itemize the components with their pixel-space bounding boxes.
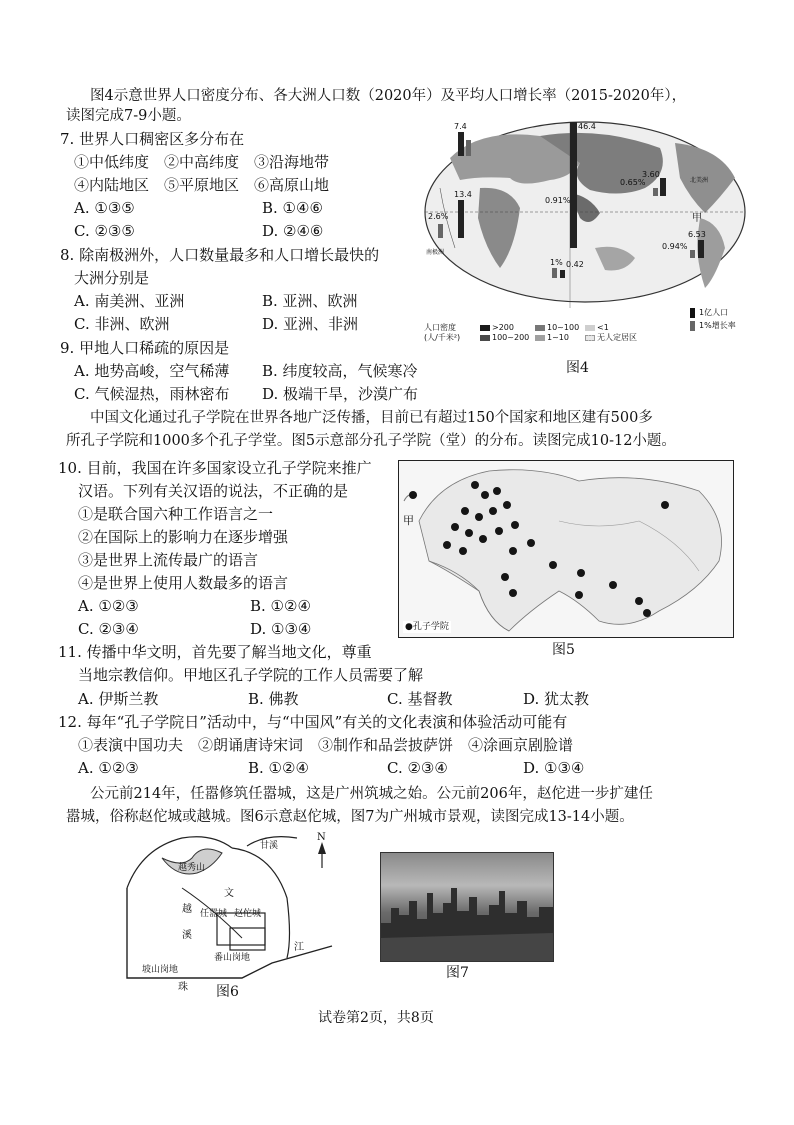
question-12-option-d: D. ①③④ — [523, 759, 585, 777]
question-10-stem-line1: 10. 目前，我国在许多国家设立孔子学院来推广 — [58, 459, 372, 477]
bar-europe-population — [458, 132, 464, 156]
bar-north-america-growth — [653, 188, 658, 196]
question-8-stem-line1: 8. 除南极洲外，人口数量最多和人口增长最快的 — [60, 246, 380, 264]
label-jia-location: 甲 — [692, 213, 702, 224]
question-10-item-1: ①是联合国六种工作语言之一 — [78, 505, 274, 523]
legend-swatch-d3 — [535, 325, 545, 331]
legend-growth: 1%增长率 — [699, 321, 736, 330]
label-africa-134: 13.4 — [454, 190, 472, 199]
label-africa-26pct: 2.6% — [428, 212, 449, 221]
legend-swatch-d1 — [480, 325, 490, 331]
question-9-option-b: B. 纬度较高，气候寒冷 — [262, 362, 418, 380]
legend-swatch-d6 — [585, 335, 595, 341]
bar-asia-population — [570, 122, 577, 248]
institute-dot — [451, 523, 459, 531]
figure-7-caption: 图7 — [446, 965, 469, 981]
question-7-items-row1: ①中低纬度 ②中高纬度 ③沿海地带 — [74, 153, 330, 171]
intro-7-9-line1: 图4示意世界人口密度分布、各大洲人口数（2020年）及平均人口增长率（2015-2020年）， — [90, 88, 687, 104]
institute-dot — [635, 597, 643, 605]
label-sa-094pct: 0.94% — [662, 242, 688, 251]
question-11-stem-line2: 当地宗教信仰。甲地区孔子学院的工作人员需要了解 — [78, 666, 424, 684]
question-12-option-c: C. ②③④ — [387, 759, 448, 777]
figure-5-jia-label: 甲 — [403, 514, 414, 527]
institute-dot — [511, 521, 519, 529]
intro-13-14-line2: 嚣城，俗称赵佗城或越城。图6示意赵佗城，图7为广州城市景观，读图完成13-14小题。 — [66, 809, 634, 825]
question-10-item-3: ③是世界上流传最广的语言 — [78, 551, 259, 569]
question-11-stem-line1: 11. 传播中华文明，首先要了解当地文化，尊重 — [58, 643, 372, 661]
label-asia-091pct: 0.91% — [545, 196, 571, 205]
question-10-option-d: D. ①③④ — [250, 620, 312, 638]
question-7-items-row2: ④内陆地区 ⑤平原地区 ⑥高原山地 — [74, 176, 330, 194]
bar-africa-growth — [438, 224, 443, 238]
institute-dot — [575, 591, 583, 599]
question-10-option-b: B. ①②④ — [250, 597, 311, 615]
institute-dot — [479, 535, 487, 543]
label-na-065pct: 0.65% — [620, 178, 646, 187]
institute-dot — [577, 569, 585, 577]
institute-dot — [471, 481, 479, 489]
label-oceania-042: 0.42 — [566, 260, 584, 269]
institute-dot — [495, 527, 503, 535]
legend-swatch-d2 — [480, 335, 490, 341]
institute-dot — [475, 513, 483, 521]
question-9-option-c: C. 气候湿热，雨林密布 — [74, 385, 230, 403]
figure-5-map-graphic — [399, 461, 733, 637]
question-9-stem: 9. 甲地人口稀疏的原因是 — [60, 339, 230, 357]
question-11-option-b: B. 佛教 — [248, 690, 299, 708]
question-9-option-a: A. 地势高峻，空气稀薄 — [74, 362, 230, 380]
question-10-option-a: A. ①②③ — [78, 597, 139, 615]
question-7-stem: 7. 世界人口稠密区多分布在 — [60, 130, 245, 148]
question-11-option-a: A. 伊斯兰教 — [78, 690, 159, 708]
institute-dot — [549, 561, 557, 569]
label-ganxi: 甘溪 — [260, 841, 279, 851]
north-arrow-label: N — [317, 832, 326, 843]
label-yuexiushan: 越秀山 — [178, 863, 206, 873]
question-11-option-c: C. 基督教 — [387, 690, 453, 708]
intro-7-9-line2: 读图完成7-9小题。 — [66, 108, 191, 124]
institute-dot — [527, 539, 535, 547]
institute-dot — [609, 581, 617, 589]
bar-south-america-growth — [690, 250, 695, 258]
question-8-option-a: A. 南美洲、亚洲 — [74, 292, 185, 310]
institute-dot — [409, 491, 417, 499]
bar-oceania-growth — [552, 268, 557, 278]
legend-swatch-d5 — [585, 325, 595, 331]
figure-6-zhaotuo-city-map — [122, 828, 347, 1000]
label-jiang: 江 — [294, 942, 304, 953]
label-oceania-1pct: 1% — [550, 258, 563, 267]
question-9-option-d: D. 极端干旱，沙漠广布 — [262, 385, 419, 403]
question-8-stem-line2: 大洲分别是 — [74, 269, 150, 287]
bar-north-america-population — [660, 178, 666, 196]
label-na-360: 3.60 — [642, 170, 660, 179]
figure-5-legend: ●孔子学院 — [405, 622, 449, 632]
label-zhaotuocheng: 赵佗城 — [234, 909, 262, 919]
institute-dot — [481, 491, 489, 499]
question-10-item-4: ④是世界上使用人数最多的语言 — [78, 574, 289, 592]
question-8-option-d: D. 亚洲、非洲 — [262, 315, 359, 333]
label-renxiaocheng: 任嚣城 — [200, 909, 228, 919]
intro-10-12-line1: 中国文化通过孔子学院在世界各地广泛传播，目前已有超过150个国家和地区建有500多 — [90, 410, 653, 426]
figure-5-caption: 图5 — [552, 642, 575, 658]
label-zhu: 珠 — [178, 982, 188, 993]
label-north-america: 北美洲 — [690, 177, 709, 184]
label-antarctica: 南极洲 — [426, 249, 445, 256]
question-12-option-a: A. ①②③ — [78, 759, 139, 777]
label-sa-653: 6.53 — [688, 230, 706, 239]
figure-7-cityscape-photo — [380, 852, 554, 962]
label-europe-74: 7.4 — [454, 122, 467, 131]
legend-d2: 100~200 — [492, 333, 530, 342]
institute-dot — [489, 507, 497, 515]
label-xi: 溪 — [182, 930, 192, 941]
institute-dot — [643, 609, 651, 617]
institute-dot — [459, 547, 467, 555]
question-10-item-2: ②在国际上的影响力在逐步增强 — [78, 528, 289, 546]
institute-dot — [661, 501, 669, 509]
bar-south-america-population — [698, 240, 704, 258]
label-wen: 文 — [224, 888, 234, 899]
question-12-option-b: B. ①②④ — [248, 759, 309, 777]
question-7-option-c: C. ②③⑤ — [74, 222, 135, 240]
question-10-option-c: C. ②③④ — [78, 620, 139, 638]
institute-dot — [443, 541, 451, 549]
legend-density-unit: (人/千米²) — [424, 333, 461, 342]
figure-5-confucius-institute-map — [398, 460, 734, 638]
label-poshangangdi: 坡山岗地 — [142, 965, 179, 975]
legend-swatch-pop — [690, 308, 695, 318]
legend-d5: <1 — [597, 323, 609, 332]
institute-dot — [503, 501, 511, 509]
legend-d1: >200 — [492, 323, 514, 332]
figure-6-caption: 图6 — [216, 984, 239, 1000]
question-12-stem: 12. 每年“孔子学院日”活动中，与“中国风”有关的文化表演和体验活动可能有 — [58, 713, 568, 731]
legend-d3: 10~100 — [547, 323, 580, 332]
question-8-option-b: B. 亚洲、欧洲 — [262, 292, 358, 310]
institute-dot — [465, 529, 473, 537]
figure-7-skyline — [381, 853, 553, 961]
question-10-stem-line2: 汉语。下列有关汉语的说法，不正确的是 — [78, 482, 349, 500]
legend-d4: 1~10 — [547, 333, 569, 342]
bar-europe-growth — [466, 140, 471, 156]
legend-d6: 无人定居区 — [597, 333, 637, 342]
intro-13-14-line1: 公元前214年，任嚣修筑任嚣城，这是广州筑城之始。公元前206年，赵佗进一步扩建任 — [90, 786, 653, 802]
legend-swatch-growth — [690, 321, 695, 331]
bar-africa-population — [458, 200, 464, 238]
label-fanshangangdi: 番山岗地 — [214, 953, 251, 963]
page-footer: 试卷第2页，共8页 — [318, 1010, 434, 1026]
figure-4-caption: 图4 — [566, 360, 589, 376]
label-asia-464: 46.4 — [578, 122, 596, 131]
institute-dot — [461, 507, 469, 515]
institute-dot — [509, 589, 517, 597]
question-7-option-d: D. ②④⑥ — [262, 222, 324, 240]
institute-dot — [509, 547, 517, 555]
question-7-option-b: B. ①④⑥ — [262, 199, 323, 217]
legend-swatch-d4 — [535, 335, 545, 341]
intro-10-12-line2: 所孔子学院和1000多个孔子学堂。图5示意部分孔子学院（堂）的分布。读图完成10-12小题。 — [66, 433, 676, 449]
question-8-option-c: C. 非洲、欧洲 — [74, 315, 170, 333]
question-12-items: ①表演中国功夫 ②朗诵唐诗宋词 ③制作和品尝披萨饼 ④涂画京剧脸谱 — [78, 736, 574, 754]
bar-oceania-population — [560, 270, 565, 278]
legend-pop: 1亿人口 — [699, 308, 729, 317]
institute-dot — [493, 487, 501, 495]
institute-dot — [501, 573, 509, 581]
figure-4-world-population-map — [420, 118, 750, 350]
label-yue: 越 — [182, 904, 192, 915]
legend-density-title: 人口密度 — [424, 323, 456, 332]
question-11-option-d: D. 犹太教 — [523, 690, 590, 708]
question-7-option-a: A. ①③⑤ — [74, 199, 135, 217]
